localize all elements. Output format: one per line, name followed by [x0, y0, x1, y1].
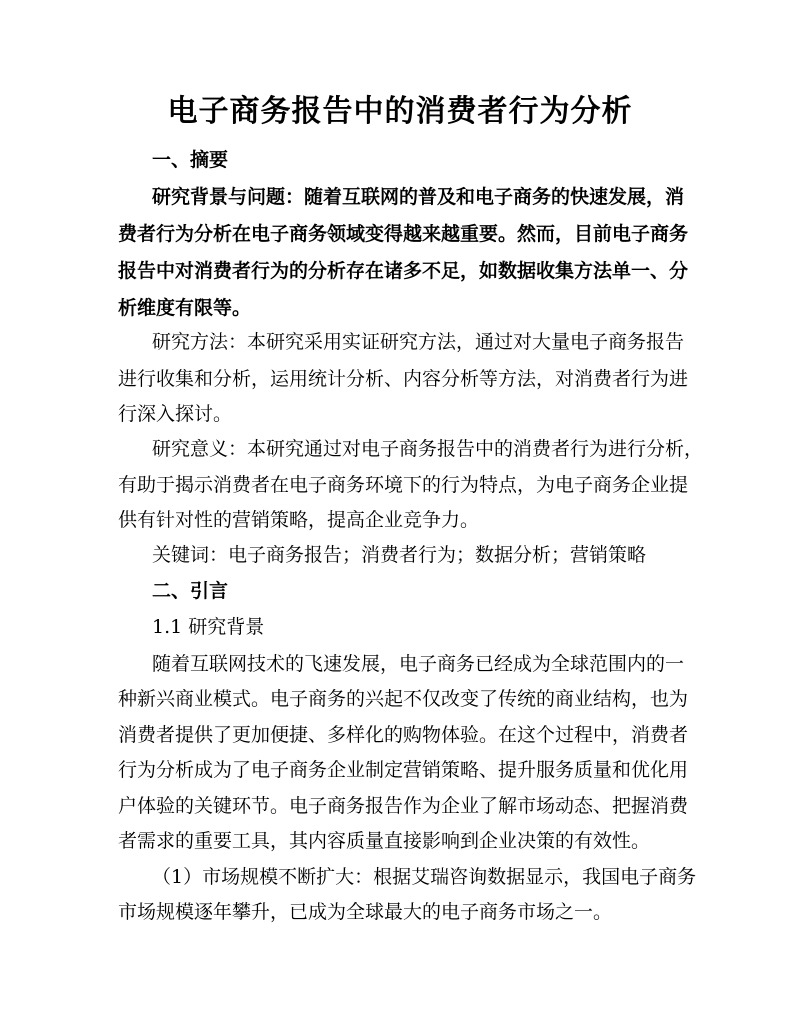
abstract-background-line: 费者行为分析在电子商务领域变得越来越重要。然而，目前电子商务 — [118, 223, 689, 245]
intro-paragraph-line: 者需求的重要工具，其内容质量直接影响到企业决策的有效性。 — [118, 830, 651, 852]
abstract-method-line: 进行收集和分析，运用统计分析、内容分析等方法，对消费者行为进 — [118, 368, 689, 390]
section-heading-introduction: 二、引言 — [152, 580, 229, 602]
market-size-point-line: 市场规模逐年攀升，已成为全球最大的电子商务市场之一。 — [118, 901, 613, 923]
intro-paragraph-line: 消费者提供了更加便捷、多样化的购物体验。在这个过程中，消费者 — [118, 724, 689, 746]
market-size-point-line: （1）市场规模不断扩大：根据艾瑞咨询数据显示，我国电子商务 — [152, 866, 697, 888]
abstract-background-line: 报告中对消费者行为的分析存在诸多不足，如数据收集方法单一、分 — [118, 260, 689, 282]
abstract-significance-line: 有助于揭示消费者在电子商务环境下的行为特点，为电子商务企业提 — [118, 474, 689, 496]
keywords-line: 关键词：电子商务报告；消费者行为；数据分析；营销策略 — [152, 544, 647, 566]
abstract-method-line: 研究方法：本研究采用实证研究方法，通过对大量电子商务报告 — [152, 331, 685, 353]
abstract-method-line: 行深入探讨。 — [118, 403, 233, 425]
abstract-significance-line: 供有针对性的营销策略，提高企业竞争力。 — [118, 509, 480, 531]
abstract-significance-line: 研究意义：本研究通过对电子商务报告中的消费者行为进行分析， — [152, 438, 704, 460]
intro-paragraph-line: 行为分析成为了电子商务企业制定营销策略、提升服务质量和优化用 — [118, 759, 689, 781]
abstract-background-line: 研究背景与问题：随着互联网的普及和电子商务的快速发展，消 — [152, 186, 685, 208]
document-title: 电子商务报告中的消费者行为分析 — [167, 94, 633, 129]
intro-paragraph-line: 种新兴商业模式。电子商务的兴起不仅改变了传统的商业结构，也为 — [118, 688, 689, 710]
intro-paragraph-line: 随着互联网技术的飞速发展，电子商务已经成为全球范围内的一 — [152, 653, 685, 675]
subsection-heading-background: 1.1 研究背景 — [152, 616, 265, 638]
abstract-background-line: 析维度有限等。 — [118, 297, 252, 319]
section-heading-abstract: 一、摘要 — [152, 149, 229, 171]
intro-paragraph-line: 户体验的关键环节。电子商务报告作为企业了解市场动态、把握消费 — [118, 795, 689, 817]
